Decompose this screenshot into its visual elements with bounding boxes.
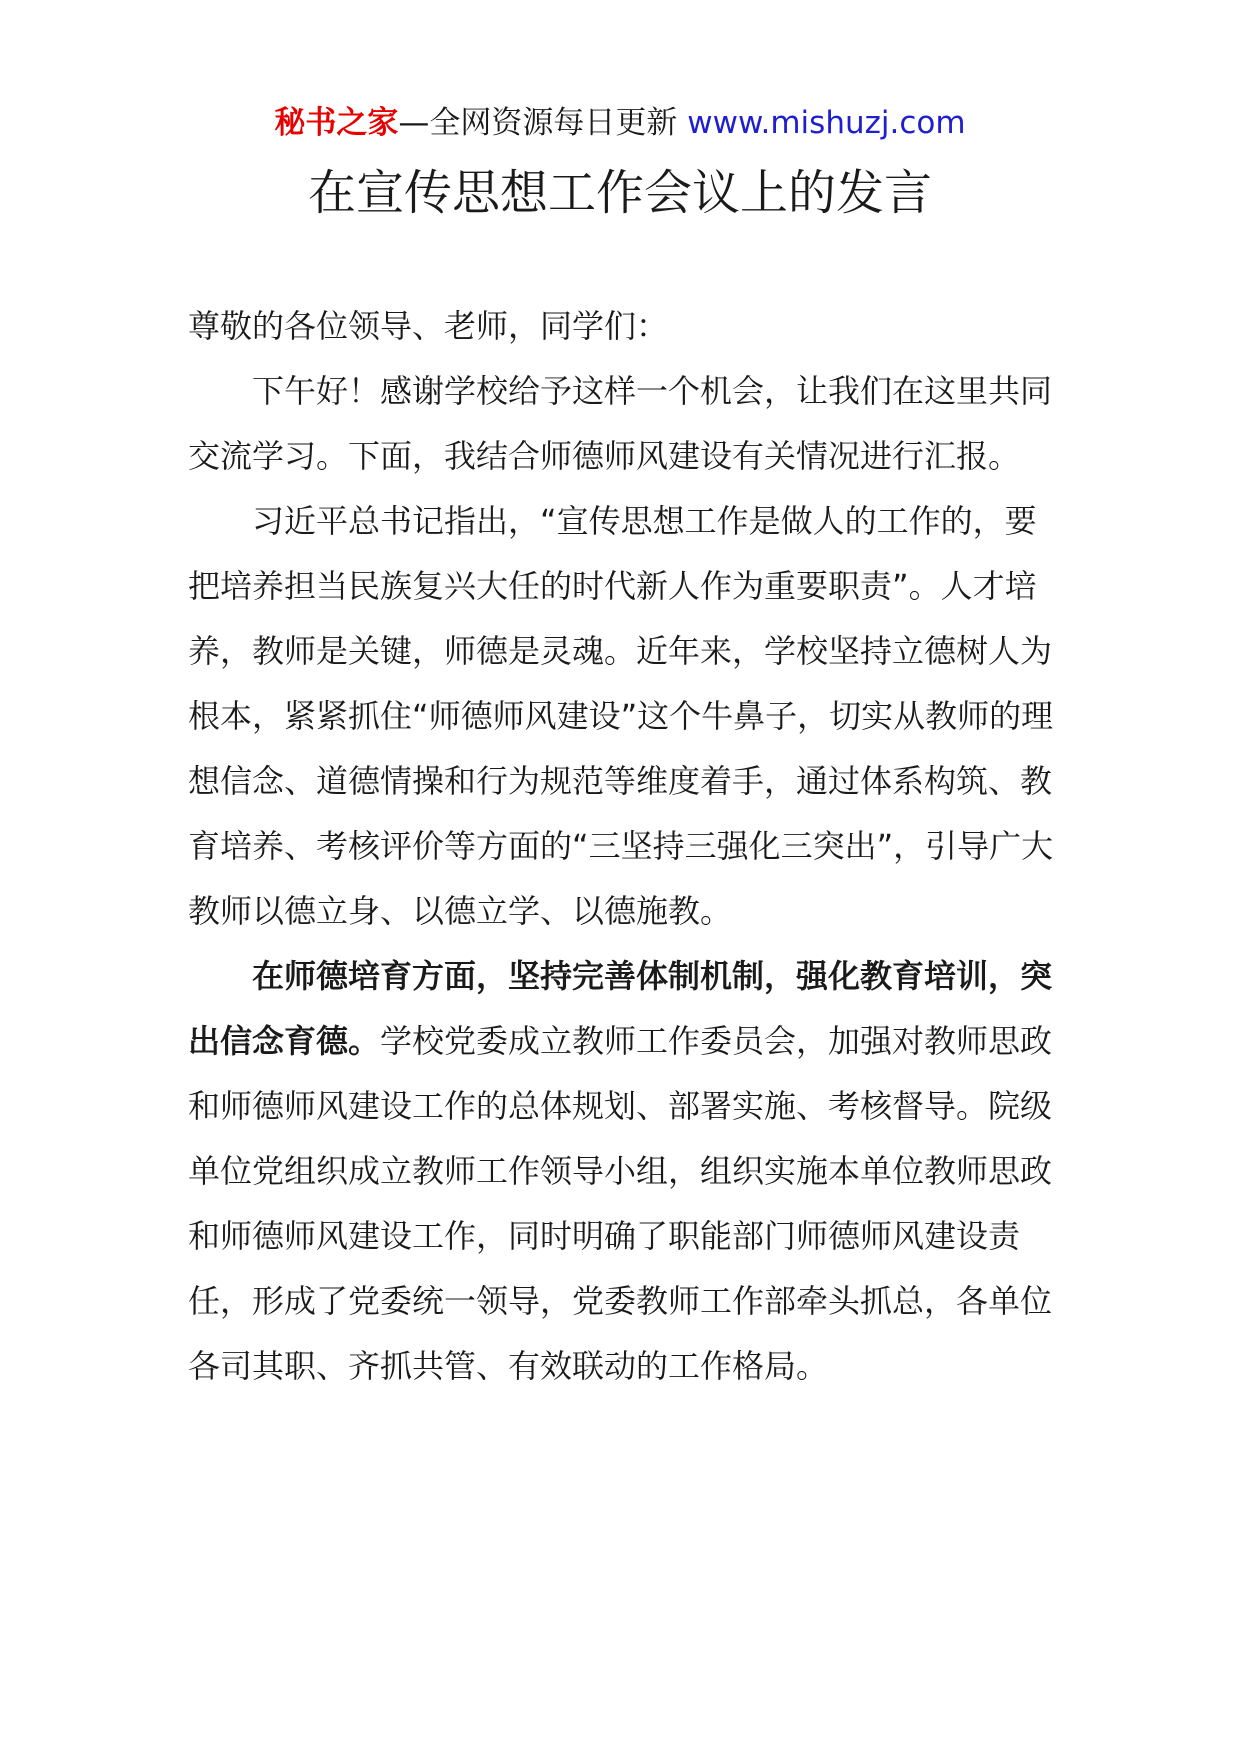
paragraph-intro	[188, 489, 1068, 944]
paragraph-lead-heading: 在师德培育方面，坚持完善体制机制，强化教育培训，突出信念育德。	[188, 957, 1053, 1060]
site-url-link[interactable]: www.mishuzj.com	[687, 105, 966, 141]
site-banner	[0, 100, 1240, 146]
paragraph-text: 下午好！感谢学校给予这样一个机会，让我们在这里共同交流学习。下面，我结合师德师风建设有关情况进行汇报。	[188, 372, 1053, 475]
paragraph-ethics-training	[188, 944, 1068, 1399]
site-brand: 秘书之家	[274, 105, 399, 141]
document-title: 在宣传思想工作会议上的发言	[307, 165, 932, 221]
salutation: 尊敬的各位领导、老师，同学们：	[188, 307, 669, 345]
document-body	[188, 294, 1068, 1399]
paragraph-text: 学校党委成立教师工作委员会，加强对教师思政和师德师风建设工作的总体规划、部署实施、考核督导。院级单位党组织成立教师工作领导小组，组织实施本单位教师思政和师德师风建设工作，同时明确了职能部门师德师风建设责任，形成了党委统一领导，党委教师工作部牵头抓总，各单位各司其职、齐抓共管、有效联动的工作格局。	[188, 1022, 1053, 1385]
paragraph-greeting	[188, 359, 1068, 489]
paragraph-text: 习近平总书记指出，“宣传思想工作是做人的工作的，要把培养担当民族复兴大任的时代新人作为重要职责”。人才培养，教师是关键，师德是灵魂。近年来，学校坚持立德树人为根本，紧紧抓住“师德师风建设”这个牛鼻子，切实从教师的理想信念、道德情操和行为规范等维度着手，通过体系构筑、教育培养、考核评价等方面的“三坚持三强化三突出”，引导广大教师以德立身、以德立学、以德施教。	[188, 502, 1054, 930]
site-tagline: —全网资源每日更新	[398, 105, 678, 141]
